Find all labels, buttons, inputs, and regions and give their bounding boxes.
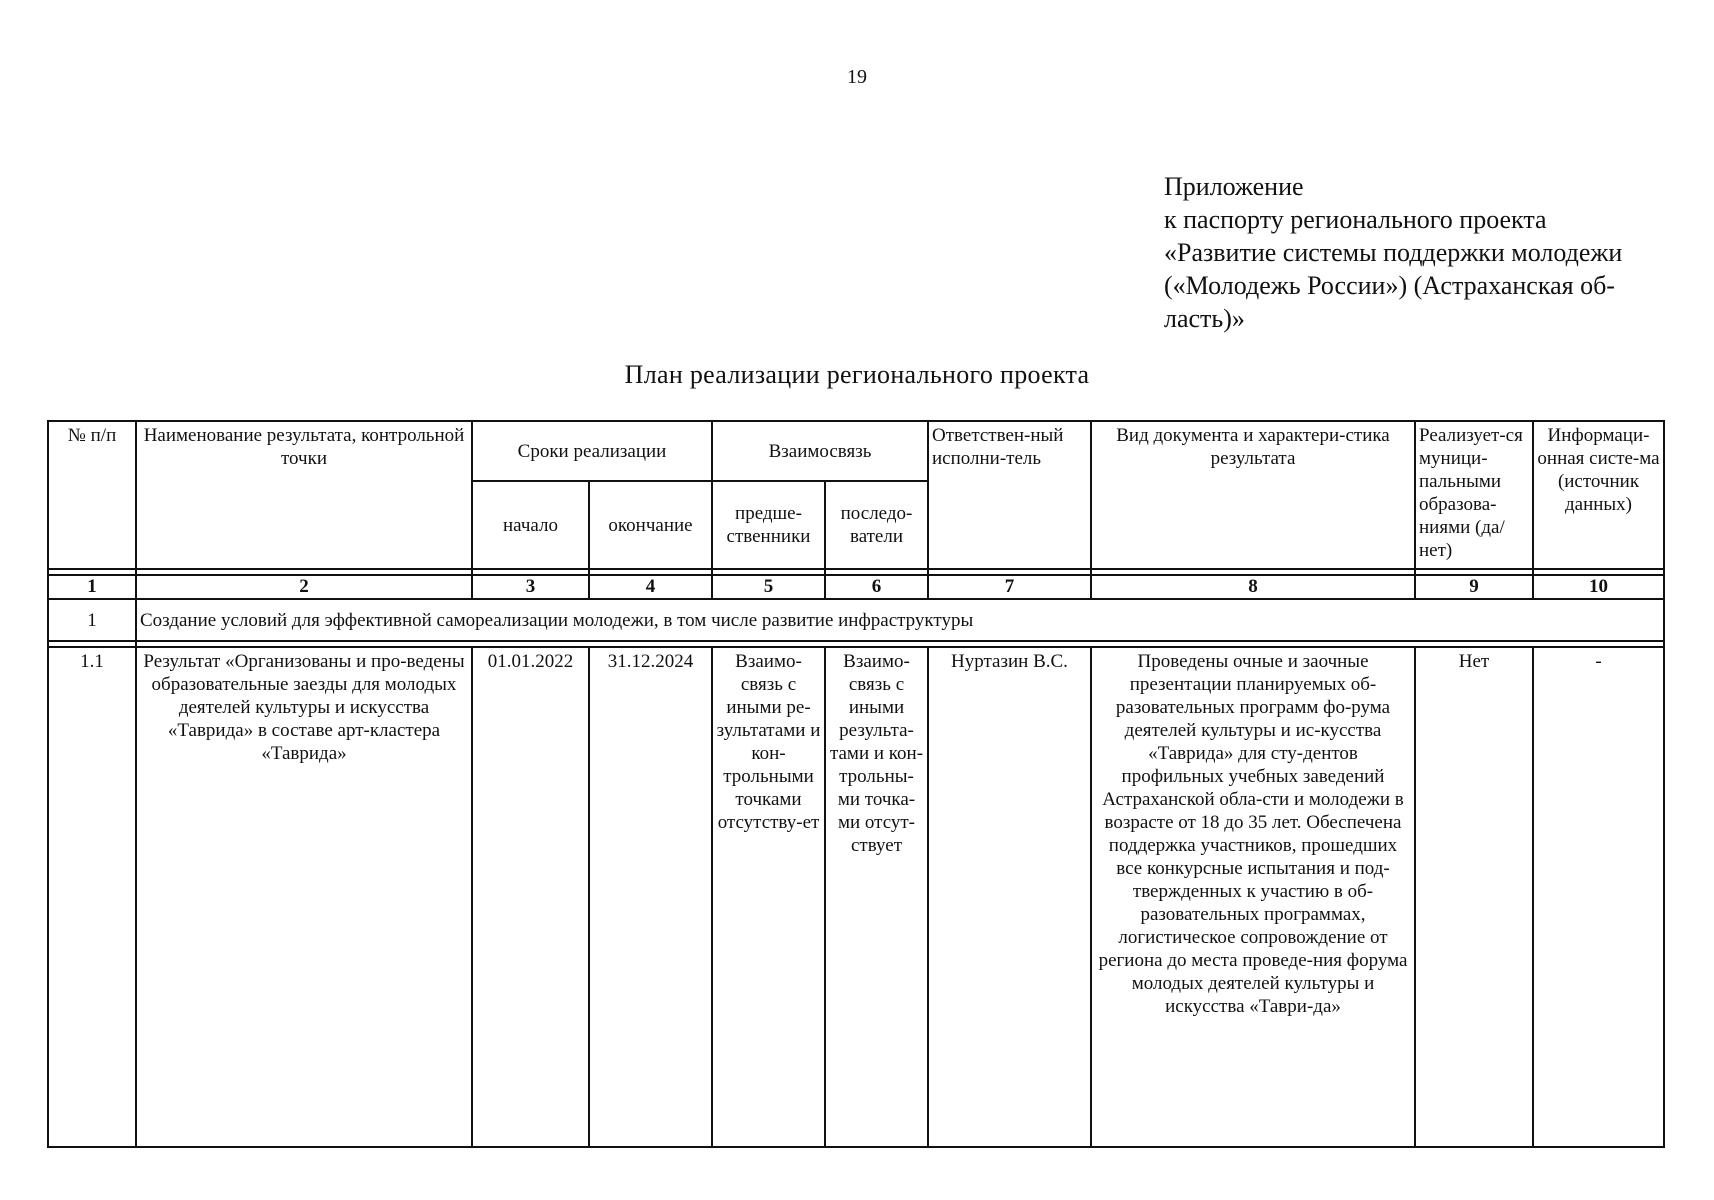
header-link-prev: предше-ственники: [712, 481, 825, 569]
section-title: Создание условий для эффективной самореализации молодежи, в том числе развитие инфраструктуры: [136, 599, 1664, 641]
header-name: Наименование результата, контрольной точки: [136, 421, 472, 569]
header-link: Взаимосвязь: [712, 421, 928, 481]
plan-title: План реализации регионального проекта: [624, 360, 1090, 389]
appendix-line: («Молодежь России») (Астраханская об-: [1164, 271, 1615, 300]
table-row: [48, 647, 1664, 1147]
row-info: -: [1533, 647, 1664, 1147]
appendix-note: [1164, 170, 1684, 335]
row-end: 31.12.2024: [589, 647, 712, 1147]
header-link-next: последо-ватели: [825, 481, 928, 569]
row-num: 1.1: [48, 647, 136, 1147]
section-num: 1: [48, 599, 136, 641]
column-number: 1: [48, 575, 136, 599]
header-responsible: Ответствен-ный исполни-тель: [928, 421, 1091, 569]
column-number: 2: [136, 575, 472, 599]
table-header-row: [48, 421, 1664, 481]
column-number: 8: [1091, 575, 1415, 599]
header-num: № п/п: [48, 421, 136, 569]
appendix-line: к паспорту регионального проекта: [1164, 205, 1547, 234]
header-terms-start: начало: [472, 481, 589, 569]
header-terms: Сроки реализации: [472, 421, 712, 481]
appendix-line: «Развитие системы поддержки молодежи: [1164, 238, 1623, 267]
row-start: 01.01.2022: [472, 647, 589, 1147]
section-row: [48, 599, 1664, 641]
column-number: 3: [472, 575, 589, 599]
appendix-line: Приложение: [1164, 172, 1304, 201]
appendix-line: ласть)»: [1164, 304, 1245, 333]
page-number: 19: [847, 66, 867, 88]
row-next: Взаимо-связь с иными результа-тами и кон-трольны-ми точка-ми отсут-ствует: [825, 647, 928, 1147]
column-number: 10: [1533, 575, 1664, 599]
column-number: 9: [1415, 575, 1533, 599]
row-prev: Взаимо-связь с иными ре-зультатами и кон-трольными точками отсутству-ет: [712, 647, 825, 1147]
row-municipal: Нет: [1415, 647, 1533, 1147]
header-doc: Вид документа и характери-стика результата: [1091, 421, 1415, 569]
column-number: 6: [825, 575, 928, 599]
plan-table: [47, 420, 1665, 1148]
row-name: Результат «Организованы и про-ведены образовательные заезды для молодых деятелей культуры и искусства «Таврида» в составе арт-кластера «Таврида»: [136, 647, 472, 1147]
column-number: 4: [589, 575, 712, 599]
column-number-row: [48, 575, 1664, 599]
header-municipal: Реализует-ся муници-пальными образова-ниями (да/нет): [1415, 421, 1533, 569]
column-number: 5: [712, 575, 825, 599]
header-info: Информаци-онная систе-ма (источник данных): [1533, 421, 1664, 569]
header-terms-end: окончание: [589, 481, 712, 569]
row-responsible: Нуртазин В.С.: [928, 647, 1091, 1147]
column-number: 7: [928, 575, 1091, 599]
row-doc: Проведены очные и заочные презентации планируемых об-разовательных программ фо-рума деятелей культуры и ис-кусства «Таврида» для сту-дентов профильных учебных заведений Астраханской обла-сти и молодежи в возрасте от 18 до 35 лет. Обеспечена поддержка участников, прошедших все конкурсные испытания и под-твержденных к участию в об-разовательных программах, логистическое сопровождение от региона до места проведе-ния форума молодых деятелей культуры и искусства «Таври-да»: [1091, 647, 1415, 1147]
